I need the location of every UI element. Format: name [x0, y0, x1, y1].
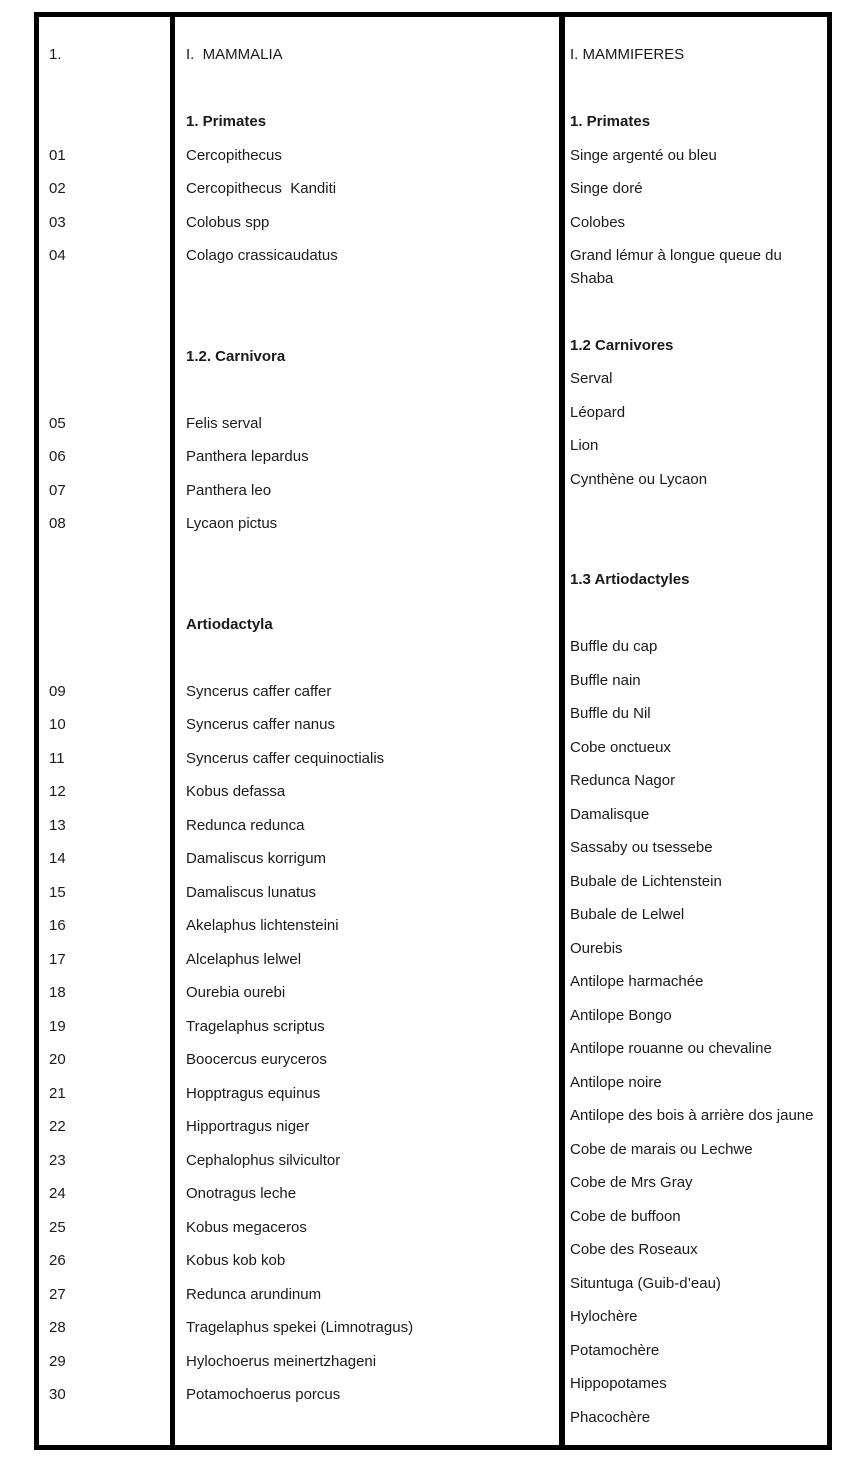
- french-name-entry: Redunca Nagor: [570, 772, 676, 789]
- latin-name-entry: Tragelaphus spekei (Limnotragus): [186, 1319, 414, 1336]
- row-number-entry: 17: [49, 950, 66, 968]
- french-name-entry: Cynthène ou Lycaon: [570, 470, 708, 488]
- row-number-entry: 05: [49, 414, 66, 432]
- row-number-entry: 1.: [49, 46, 62, 63]
- latin-name-heading: 1. Primates: [186, 113, 267, 130]
- french-name-entry: Cobe de buffoon: [570, 1207, 681, 1225]
- french-name-entry: Antilope harmachée: [570, 973, 704, 990]
- latin-name-blank-line: [186, 72, 559, 106]
- row-number-blank-line: [49, 641, 170, 675]
- french-name-entry: Grand lémur à longue queue du Shaba: [570, 247, 782, 287]
- french-name-entry: Bubale de Lichtenstein: [570, 872, 722, 890]
- latin-name-entry: Redunca redunca: [186, 816, 305, 834]
- french-name-entry: Cobe des Roseaux: [570, 1241, 698, 1258]
- french-name-entry: Singe argenté ou bleu: [570, 146, 717, 164]
- french-name-entry: Hippopotames: [570, 1375, 667, 1392]
- row-number-entry: 06: [49, 448, 66, 465]
- column-french-names: [565, 17, 827, 1445]
- french-name-entry: Situntuga (Guib-d’eau): [570, 1274, 721, 1292]
- french-name-entry: Damalisque: [570, 805, 650, 823]
- french-name-entry: Serval: [570, 370, 613, 387]
- row-number-entry: 19: [49, 1017, 66, 1035]
- row-number-blank-line: [49, 306, 170, 340]
- french-name-entry: Antilope noire: [570, 1073, 662, 1091]
- latin-name-blank-line: [186, 641, 559, 675]
- latin-name-entry: Redunca arundinum: [186, 1285, 322, 1303]
- french-name-entry: Bubale de Lelwel: [570, 906, 685, 923]
- french-name-entry: Potamochère: [570, 1341, 660, 1359]
- latin-name-entry: Colago crassicaudatus: [186, 247, 338, 264]
- latin-name-entry: Damaliscus lunatus: [186, 883, 317, 901]
- latin-name-entry: Hipportragus niger: [186, 1118, 310, 1135]
- latin-name-entry: Alcelaphus lelwel: [186, 950, 302, 968]
- row-number-blank-line: [49, 574, 170, 608]
- row-number-entry: 09: [49, 682, 66, 700]
- french-name-heading: 1.2 Carnivores: [570, 336, 674, 354]
- latin-name-entry: Tragelaphus scriptus: [186, 1017, 325, 1035]
- latin-name-entry: Cercopithecus Kanditi: [186, 180, 337, 197]
- row-number-entry: 28: [49, 1319, 66, 1336]
- row-number-entry: 24: [49, 1185, 66, 1202]
- latin-name-entry: Akelaphus lichtensteini: [186, 917, 339, 934]
- row-number-blank-line: [49, 105, 170, 139]
- latin-name-entry: Panthera leo: [186, 481, 272, 499]
- french-name-heading: 1.3 Artiodactyles: [570, 571, 690, 588]
- french-name-entry: Antilope Bongo: [570, 1006, 672, 1024]
- latin-name-entry: Kobus megaceros: [186, 1218, 307, 1236]
- column-latin-names: [175, 17, 565, 1445]
- row-number-entry: 10: [49, 716, 66, 733]
- latin-name-entry: Ourebia ourebi: [186, 984, 286, 1001]
- french-name-entry: Cobe de marais ou Lechwe: [570, 1140, 753, 1158]
- latin-name-entry: Potamochoerus porcus: [186, 1386, 341, 1403]
- latin-name-entry: Kobus kob kob: [186, 1252, 286, 1269]
- french-name-entry: Hylochère: [570, 1308, 638, 1325]
- row-number-entry: 21: [49, 1084, 66, 1102]
- french-name-blank-line: [570, 496, 823, 530]
- french-name-blank-line: [570, 295, 823, 329]
- latin-name-entry: Colobus spp: [186, 213, 270, 231]
- row-number-entry: 25: [49, 1218, 66, 1236]
- french-name-entry: Buffle nain: [570, 671, 641, 689]
- latin-name-entry: I. MAMMALIA: [186, 46, 283, 63]
- row-number-entry: 30: [49, 1386, 66, 1403]
- french-name-entry: Phacochère: [570, 1408, 651, 1426]
- latin-name-entry: Cercopithecus: [186, 146, 282, 164]
- row-number-blank-line: [49, 608, 170, 642]
- french-name-entry: I. MAMMIFERES: [570, 46, 685, 63]
- latin-name-entry: Damaliscus korrigum: [186, 850, 327, 867]
- row-number-entry: 03: [49, 213, 66, 231]
- latin-name-blank-line: [186, 541, 559, 575]
- latin-name-heading: 1.2. Carnivora: [186, 347, 286, 365]
- row-number-entry: 16: [49, 917, 66, 934]
- row-number-entry: 20: [49, 1051, 66, 1068]
- latin-name-entry: Onotragus leche: [186, 1185, 297, 1202]
- french-name-entry: Singe doré: [570, 180, 643, 197]
- latin-name-heading: Artiodactyla: [186, 615, 273, 633]
- french-name-entry: Buffle du cap: [570, 638, 658, 655]
- latin-name-entry: Hylochoerus meinertzhageni: [186, 1352, 377, 1370]
- latin-name-entry: Syncerus caffer nanus: [186, 716, 335, 733]
- latin-name-entry: Syncerus caffer cequinoctialis: [186, 749, 385, 767]
- row-number-entry: 22: [49, 1118, 66, 1135]
- latin-name-entry: Lycaon pictus: [186, 515, 278, 532]
- french-name-blank-line: [570, 530, 823, 564]
- latin-name-entry: Felis serval: [186, 414, 262, 432]
- row-number-blank-line: [49, 273, 170, 307]
- row-number-entry: 02: [49, 180, 66, 197]
- french-name-entry: Léopard: [570, 403, 626, 421]
- row-number-entry: 08: [49, 515, 66, 532]
- latin-name-entry: Panthera lepardus: [186, 448, 309, 465]
- row-number-entry: 26: [49, 1252, 66, 1269]
- row-number-entry: 27: [49, 1285, 66, 1303]
- row-number-blank-line: [49, 541, 170, 575]
- french-name-entry: Ourebis: [570, 939, 623, 957]
- row-number-entry: 14: [49, 850, 66, 867]
- row-number-entry: 13: [49, 816, 66, 834]
- french-name-entry: Antilope rouanne ou chevaline: [570, 1040, 772, 1057]
- latin-name-entry: Kobus defassa: [186, 783, 286, 800]
- row-number-entry: 15: [49, 883, 66, 901]
- latin-name-entry: Syncerus caffer caffer: [186, 682, 332, 700]
- row-number-blank-line: [49, 72, 170, 106]
- french-name-entry: Colobes: [570, 213, 626, 231]
- latin-name-blank-line: [186, 306, 559, 340]
- latin-name-blank-line: [186, 373, 559, 407]
- row-number-entry: 29: [49, 1352, 66, 1370]
- french-name-entry: Antilope des bois à arrière dos jaune: [570, 1107, 814, 1124]
- row-number-entry: 18: [49, 984, 66, 1001]
- row-number-entry: 04: [49, 247, 66, 264]
- species-table: [34, 12, 832, 1450]
- french-name-blank-line: [570, 597, 823, 631]
- french-name-entry: Cobe onctueux: [570, 738, 671, 756]
- french-name-entry: Cobe de Mrs Gray: [570, 1174, 693, 1191]
- row-number-entry: 07: [49, 481, 66, 499]
- row-number-entry: 23: [49, 1151, 66, 1169]
- row-number-entry: 11: [49, 749, 65, 767]
- french-name-entry: Sassaby ou tsessebe: [570, 839, 713, 856]
- latin-name-blank-line: [186, 273, 559, 307]
- row-number-blank-line: [49, 373, 170, 407]
- column-row-numbers: [39, 17, 175, 1445]
- latin-name-blank-line: [186, 574, 559, 608]
- french-name-heading: 1. Primates: [570, 113, 651, 130]
- french-name-entry: Lion: [570, 437, 599, 454]
- row-number-entry: 01: [49, 146, 66, 164]
- row-number-entry: 12: [49, 783, 66, 800]
- latin-name-entry: Boocercus euryceros: [186, 1051, 327, 1068]
- latin-name-entry: Hopptragus equinus: [186, 1084, 321, 1102]
- french-name-entry: Buffle du Nil: [570, 705, 651, 722]
- latin-name-entry: Cephalophus silvicultor: [186, 1151, 341, 1169]
- row-number-blank-line: [49, 340, 170, 374]
- french-name-blank-line: [570, 72, 823, 106]
